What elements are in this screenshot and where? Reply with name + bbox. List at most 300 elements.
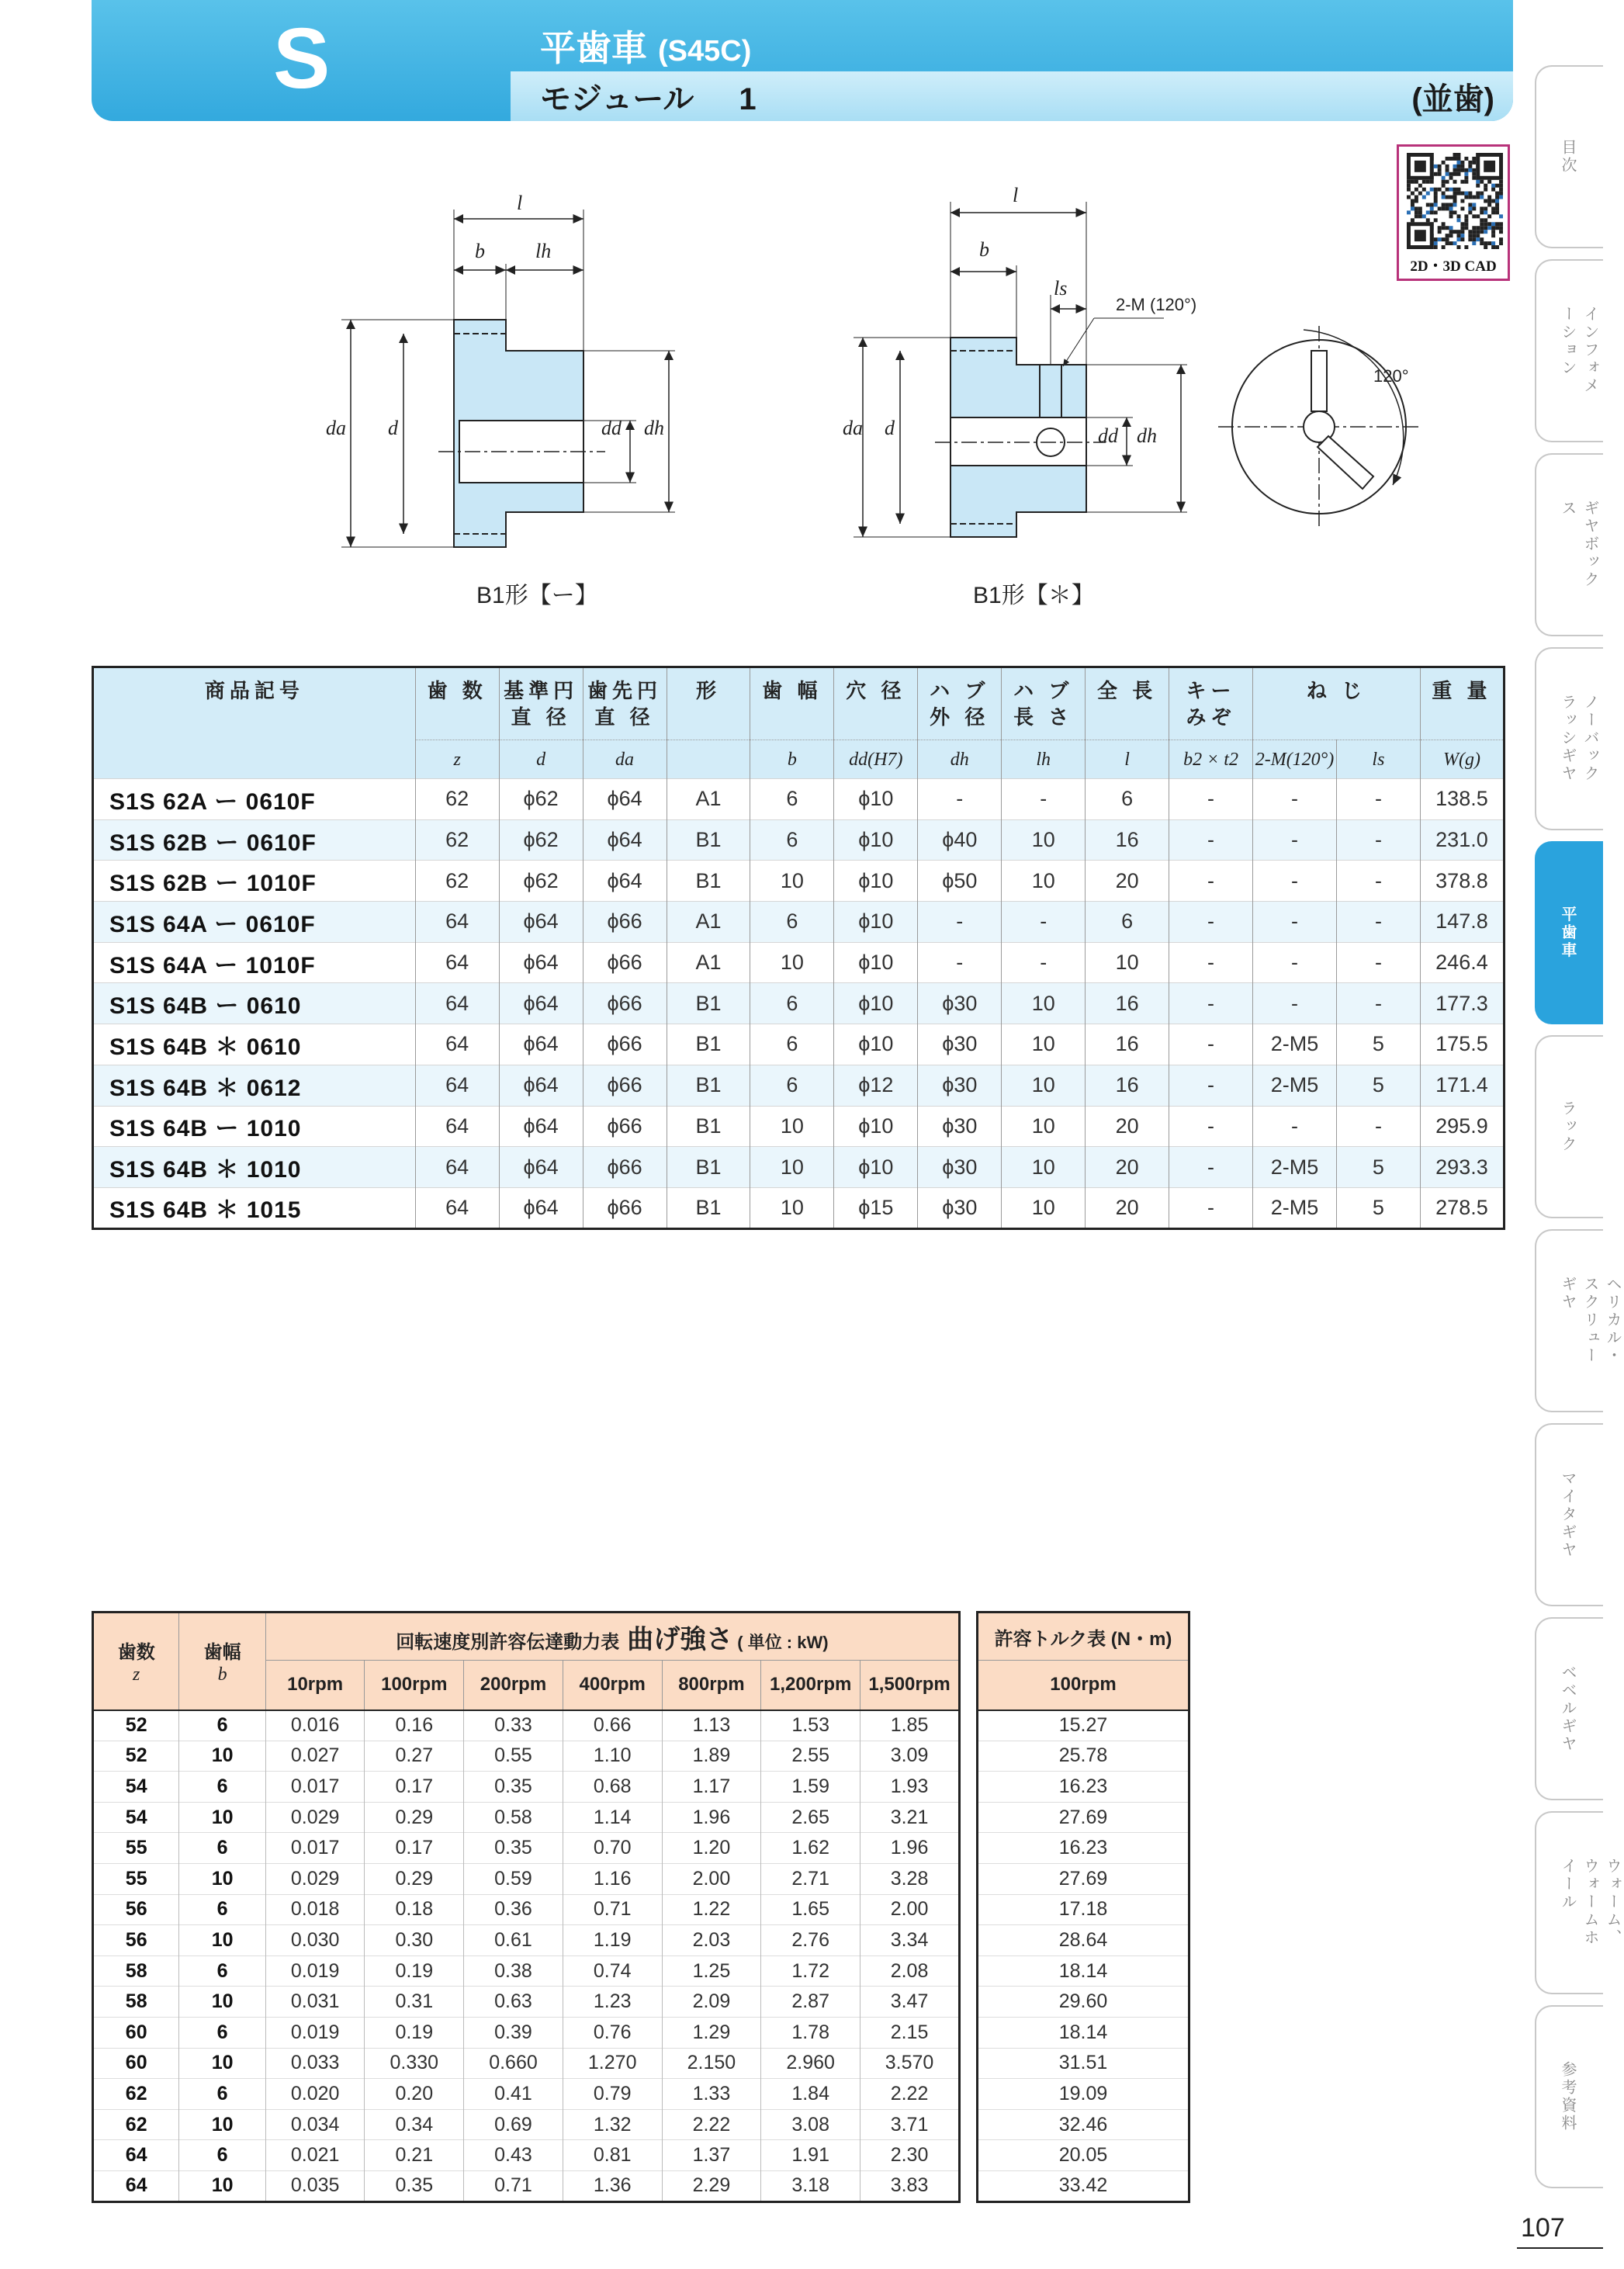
page-number-rule: [1517, 2247, 1603, 2249]
power-cell: 1.84: [761, 2079, 860, 2110]
speed-header: 400rpm: [563, 1661, 662, 1710]
spec-cell: B1: [667, 1024, 750, 1065]
side-tab[interactable]: [1535, 259, 1603, 442]
power-cell: 3.83: [860, 2170, 960, 2201]
side-tab[interactable]: [1535, 65, 1603, 248]
power-cell: 0.76: [563, 2017, 662, 2048]
spec-cell: 20: [1086, 1187, 1169, 1228]
spec-cell: -: [1169, 1187, 1253, 1228]
power-cell: 1.89: [662, 1741, 761, 1772]
spec-cell: -: [918, 779, 1002, 820]
product-code: S1S 64B ＊ 0610: [93, 1024, 416, 1065]
col-teeth: 歯 数: [415, 667, 499, 740]
torque-row: [978, 1772, 1189, 1803]
spec-cell: 64: [415, 1147, 499, 1188]
power-cell: 0.29: [365, 1802, 464, 1833]
power-col-teeth: 歯数 z: [93, 1613, 179, 1710]
power-row: [93, 1710, 960, 1741]
power-cell: 0.35: [464, 1833, 563, 1864]
spec-cell: ϕ62: [499, 861, 583, 902]
speed-header: 100rpm: [365, 1661, 464, 1710]
power-cell: 3.47: [860, 1987, 960, 2018]
torque-cell: 28.64: [978, 1925, 1189, 1956]
svg-text:l: l: [517, 192, 523, 214]
col-shape: 形: [667, 667, 750, 740]
power-cell: 2.00: [860, 1894, 960, 1925]
power-row: [93, 2079, 960, 2110]
power-cell: 0.71: [464, 2170, 563, 2201]
spec-row: [93, 983, 1505, 1024]
spec-cell: 177.3: [1420, 983, 1504, 1024]
torque-row: [978, 1925, 1189, 1956]
svg-text:d: d: [388, 417, 398, 439]
power-cell: 2.150: [662, 2048, 761, 2079]
power-cell: 2.55: [761, 1741, 860, 1772]
torque-cell: 31.51: [978, 2048, 1189, 2079]
side-tab[interactable]: [1535, 2005, 1603, 2188]
spec-cell: ϕ30: [918, 1147, 1002, 1188]
spec-cell: 16: [1086, 1024, 1169, 1065]
spec-cell: 10: [1002, 1024, 1086, 1065]
svg-text:d: d: [885, 417, 895, 439]
spec-cell: -: [1169, 1106, 1253, 1147]
spec-cell: B1: [667, 983, 750, 1024]
power-cell: 2.03: [662, 1925, 761, 1956]
spec-cell: -: [1253, 983, 1337, 1024]
power-key-cell: 10: [179, 2109, 265, 2140]
side-tab[interactable]: [1535, 841, 1603, 1024]
torque-cell: 15.27: [978, 1710, 1189, 1741]
spec-cell: B1: [667, 861, 750, 902]
torque-speed: 100rpm: [978, 1661, 1189, 1710]
spec-cell: 2-M5: [1253, 1147, 1337, 1188]
spec-cell: 16: [1086, 1065, 1169, 1106]
sub-hub-len: lh: [1002, 740, 1086, 779]
power-cell: 0.20: [365, 2079, 464, 2110]
power-cell: 1.85: [860, 1710, 960, 1741]
torque-cell: 33.42: [978, 2170, 1189, 2201]
spec-cell: 62: [415, 819, 499, 861]
spec-cell: 10: [1002, 861, 1086, 902]
power-key-cell: 6: [179, 2017, 265, 2048]
power-cell: 0.61: [464, 1925, 563, 1956]
power-cell: 0.21: [365, 2140, 464, 2171]
svg-text:b: b: [475, 240, 485, 262]
power-cell: 1.37: [662, 2140, 761, 2171]
power-key-cell: 60: [93, 2048, 179, 2079]
spec-cell: 295.9: [1420, 1106, 1504, 1147]
side-tab[interactable]: [1535, 1035, 1603, 1218]
spec-cell: ϕ64: [499, 1065, 583, 1106]
side-tab-label: インフォメーション: [1559, 306, 1598, 395]
power-cell: 1.96: [662, 1802, 761, 1833]
sub-od: da: [583, 740, 667, 779]
spec-cell: 62: [415, 779, 499, 820]
spec-cell: 6: [1086, 902, 1169, 943]
spec-cell: -: [1336, 861, 1420, 902]
spec-cell: -: [1336, 942, 1420, 983]
page-header: [92, 0, 1513, 121]
power-cell: 0.031: [265, 1987, 365, 2018]
side-tab[interactable]: [1535, 1811, 1621, 1994]
power-key-cell: 10: [179, 2170, 265, 2201]
power-key-cell: 10: [179, 1925, 265, 1956]
spec-cell: ϕ10: [834, 1106, 918, 1147]
spec-cell: A1: [667, 942, 750, 983]
spec-cell: -: [918, 942, 1002, 983]
spec-cell: ϕ10: [834, 1147, 918, 1188]
power-cell: 2.29: [662, 2170, 761, 2201]
power-cell: 2.71: [761, 1863, 860, 1894]
power-key-cell: 64: [93, 2170, 179, 2201]
side-tab-label: 平歯車: [1559, 906, 1576, 960]
power-cell: 0.033: [265, 2048, 365, 2079]
gear-end-view: [1218, 326, 1420, 528]
power-cell: 2.22: [860, 2079, 960, 2110]
spec-cell: B1: [667, 1065, 750, 1106]
side-tab[interactable]: [1535, 1617, 1603, 1800]
spec-cell: 147.8: [1420, 902, 1504, 943]
spec-cell: ϕ62: [499, 779, 583, 820]
spec-cell: 20: [1086, 861, 1169, 902]
side-tab[interactable]: [1535, 1229, 1621, 1412]
power-key-cell: 6: [179, 1894, 265, 1925]
spec-cell: 378.8: [1420, 861, 1504, 902]
spec-cell: 6: [750, 779, 834, 820]
spec-cell: 10: [1086, 942, 1169, 983]
spec-cell: -: [918, 902, 1002, 943]
spec-cell: 10: [1002, 1065, 1086, 1106]
spec-cell: ϕ64: [583, 861, 667, 902]
spec-cell: ϕ30: [918, 1187, 1002, 1228]
spec-cell: 6: [750, 1065, 834, 1106]
side-tab[interactable]: [1535, 453, 1603, 636]
spec-row: [93, 1187, 1505, 1228]
power-row: [93, 1772, 960, 1803]
power-table-body: [93, 1710, 960, 2202]
torque-row: [978, 1802, 1189, 1833]
power-cell: 1.78: [761, 2017, 860, 2048]
torque-row: [978, 2079, 1189, 2110]
spec-cell: 278.5: [1420, 1187, 1504, 1228]
svg-text:b: b: [979, 238, 989, 261]
spec-cell: ϕ64: [499, 902, 583, 943]
spec-cell: ϕ10: [834, 861, 918, 902]
spec-cell: 64: [415, 902, 499, 943]
b1-plain-drawing: [341, 210, 675, 547]
speed-header: 800rpm: [662, 1661, 761, 1710]
power-cell: 1.13: [662, 1710, 761, 1741]
power-cell: 1.20: [662, 1833, 761, 1864]
spec-row: [93, 861, 1505, 902]
power-cell: 2.76: [761, 1925, 860, 1956]
power-row: [93, 2140, 960, 2171]
power-cell: 1.62: [761, 1833, 860, 1864]
spec-cell: 16: [1086, 983, 1169, 1024]
speed-header: 1,500rpm: [860, 1661, 960, 1710]
spec-cell: 10: [1002, 1147, 1086, 1188]
spec-cell: 6: [1086, 779, 1169, 820]
power-row: [93, 1894, 960, 1925]
torque-row: [978, 1863, 1189, 1894]
power-key-cell: 55: [93, 1833, 179, 1864]
spec-cell: 10: [1002, 983, 1086, 1024]
product-code: S1S 62B ー 1010F: [93, 861, 416, 902]
spec-cell: ϕ15: [834, 1187, 918, 1228]
spec-cell: 6: [750, 902, 834, 943]
torque-row: [978, 1955, 1189, 1987]
spec-cell: -: [1336, 902, 1420, 943]
sub-teeth: z: [415, 740, 499, 779]
spec-cell: -: [1002, 942, 1086, 983]
spec-cell: 10: [1002, 819, 1086, 861]
power-cell: 3.71: [860, 2109, 960, 2140]
power-cell: 2.87: [761, 1987, 860, 2018]
power-cell: 0.19: [365, 2017, 464, 2048]
speed-header: 1,200rpm: [761, 1661, 860, 1710]
power-cell: 0.31: [365, 1987, 464, 2018]
power-cell: 3.09: [860, 1741, 960, 1772]
side-tab[interactable]: [1535, 1423, 1603, 1606]
power-cell: 3.28: [860, 1863, 960, 1894]
power-key-cell: 10: [179, 1741, 265, 1772]
spec-cell: 246.4: [1420, 942, 1504, 983]
power-cell: 1.32: [563, 2109, 662, 2140]
power-cell: 1.10: [563, 1741, 662, 1772]
power-cell: 0.030: [265, 1925, 365, 1956]
module-line: [540, 74, 757, 119]
torque-cell: 32.46: [978, 2109, 1189, 2140]
power-cell: 3.08: [761, 2109, 860, 2140]
power-cell: 0.71: [563, 1894, 662, 1925]
torque-title: 許容トルク表 (N・m): [978, 1613, 1189, 1661]
power-key-cell: 62: [93, 2109, 179, 2140]
power-row: [93, 1955, 960, 1987]
spec-cell: ϕ66: [583, 983, 667, 1024]
power-cell: 0.020: [265, 2079, 365, 2110]
power-cell: 0.69: [464, 2109, 563, 2140]
spec-cell: 64: [415, 1024, 499, 1065]
col-od: 歯先円 直 径: [583, 667, 667, 740]
torque-cell: 27.69: [978, 1863, 1189, 1894]
spec-cell: -: [1169, 861, 1253, 902]
power-cell: 1.270: [563, 2048, 662, 2079]
spec-cell: ϕ10: [834, 779, 918, 820]
torque-cell: 29.60: [978, 1987, 1189, 2018]
torque-table: [976, 1611, 1190, 2203]
power-cell: 0.55: [464, 1741, 563, 1772]
power-key-cell: 56: [93, 1925, 179, 1956]
spec-table: [92, 666, 1505, 1230]
spec-cell: 10: [750, 1106, 834, 1147]
sub-pcd: d: [499, 740, 583, 779]
spec-cell: ϕ30: [918, 1065, 1002, 1106]
spec-cell: 64: [415, 1065, 499, 1106]
torque-cell: 18.14: [978, 1955, 1189, 1987]
power-cell: 0.17: [365, 1833, 464, 1864]
spec-cell: 5: [1336, 1024, 1420, 1065]
spec-cell: -: [1169, 1147, 1253, 1188]
caption-b1-plain: B1形【ー】: [476, 583, 598, 608]
spec-cell: -: [1002, 779, 1086, 820]
power-cell: 1.65: [761, 1894, 860, 1925]
svg-text:dh: dh: [644, 417, 664, 439]
torque-row: [978, 2048, 1189, 2079]
torque-row: [978, 2109, 1189, 2140]
svg-text:2-M (120°): 2-M (120°): [1116, 295, 1197, 314]
power-cell: 0.18: [365, 1894, 464, 1925]
power-cell: 2.960: [761, 2048, 860, 2079]
power-title: 回転速度別許容伝達動力表 曲げ強さ ( 単位 : kW): [265, 1613, 959, 1661]
power-cell: 3.21: [860, 1802, 960, 1833]
svg-text:ls: ls: [1054, 277, 1068, 300]
svg-text:dd: dd: [601, 417, 622, 439]
spec-cell: ϕ30: [918, 1106, 1002, 1147]
spec-cell: -: [1336, 779, 1420, 820]
power-cell: 2.08: [860, 1955, 960, 1987]
side-tab-label: ギヤボックス: [1559, 500, 1598, 589]
spec-cell: B1: [667, 1187, 750, 1228]
power-cell: 0.660: [464, 2048, 563, 2079]
torque-row: [978, 1710, 1189, 1741]
power-row: [93, 2017, 960, 2048]
power-key-cell: 58: [93, 1987, 179, 2018]
col-hub-len: ハ ブ 長 さ: [1002, 667, 1086, 740]
spec-row: [93, 942, 1505, 983]
side-tab-label: 目次: [1559, 139, 1576, 175]
spec-cell: ϕ10: [834, 1024, 918, 1065]
power-row: [93, 1863, 960, 1894]
power-cell: 2.00: [662, 1863, 761, 1894]
power-key-cell: 54: [93, 1772, 179, 1803]
torque-cell: 18.14: [978, 2017, 1189, 2048]
spec-cell: -: [1169, 942, 1253, 983]
power-cell: 0.30: [365, 1925, 464, 1956]
spec-table-body: [93, 779, 1505, 1229]
spec-cell: ϕ30: [918, 1024, 1002, 1065]
power-key-cell: 6: [179, 1955, 265, 1987]
power-cell: 3.18: [761, 2170, 860, 2201]
spec-cell: 171.4: [1420, 1065, 1504, 1106]
torque-row: [978, 1987, 1189, 2018]
spec-row: [93, 1106, 1505, 1147]
torque-row: [978, 2017, 1189, 2048]
spec-cell: ϕ30: [918, 983, 1002, 1024]
sub-screw-m: 2-M(120°): [1253, 740, 1337, 779]
spec-cell: A1: [667, 779, 750, 820]
spec-cell: ϕ10: [834, 902, 918, 943]
power-cell: 0.68: [563, 1772, 662, 1803]
power-cell: 1.91: [761, 2140, 860, 2171]
product-code: S1S 62A ー 0610F: [93, 779, 416, 820]
torque-table-body: [978, 1710, 1189, 2202]
page-number: 107: [1521, 2213, 1565, 2243]
power-cell: 0.029: [265, 1863, 365, 1894]
spec-cell: ϕ62: [499, 819, 583, 861]
power-cell: 3.34: [860, 1925, 960, 1956]
spec-cell: -: [1253, 819, 1337, 861]
spec-cell: ϕ50: [918, 861, 1002, 902]
sub-weight: W(g): [1420, 740, 1504, 779]
power-row: [93, 2109, 960, 2140]
spec-cell: -: [1253, 1106, 1337, 1147]
side-tab-label: ノーバックラッシギヤ: [1559, 694, 1598, 783]
spec-cell: 293.3: [1420, 1147, 1504, 1188]
power-cell: 1.23: [563, 1987, 662, 2018]
spec-cell: -: [1253, 861, 1337, 902]
spec-cell: 6: [750, 1024, 834, 1065]
power-cell: 0.33: [464, 1710, 563, 1741]
spec-cell: 2-M5: [1253, 1065, 1337, 1106]
power-cell: 0.79: [563, 2079, 662, 2110]
power-key-cell: 6: [179, 1710, 265, 1741]
module-label: モジュール: [540, 82, 694, 116]
power-key-cell: 55: [93, 1863, 179, 1894]
power-cell: 0.017: [265, 1772, 365, 1803]
power-cell: 1.17: [662, 1772, 761, 1803]
side-tab-label: ヘリカル・スクリューギヤ: [1559, 1276, 1621, 1365]
sub-width: b: [750, 740, 834, 779]
title-text: 平歯車: [540, 28, 647, 68]
side-tab[interactable]: [1535, 647, 1603, 830]
sub-hub-od: dh: [918, 740, 1002, 779]
torque-row: [978, 2170, 1189, 2201]
power-col-width: 歯幅 b: [179, 1613, 265, 1710]
power-cell: 0.330: [365, 2048, 464, 2079]
power-cell: 0.19: [365, 1955, 464, 1987]
sub-bore: dd(H7): [834, 740, 918, 779]
spec-cell: -: [1169, 902, 1253, 943]
power-key-cell: 10: [179, 1987, 265, 2018]
power-row: [93, 2170, 960, 2201]
product-code: S1S 64B ＊ 0612: [93, 1065, 416, 1106]
power-key-cell: 6: [179, 2079, 265, 2110]
power-cell: 0.019: [265, 2017, 365, 2048]
power-cell: 0.38: [464, 1955, 563, 1987]
spec-cell: 5: [1336, 1187, 1420, 1228]
power-cell: 0.39: [464, 2017, 563, 2048]
spec-cell: 64: [415, 942, 499, 983]
spec-cell: -: [1169, 819, 1253, 861]
spec-cell: ϕ10: [834, 942, 918, 983]
sub-keyway: b2 × t2: [1169, 740, 1253, 779]
spec-cell: 16: [1086, 819, 1169, 861]
power-cell: 1.72: [761, 1955, 860, 1987]
power-row: [93, 1987, 960, 2018]
spec-cell: ϕ64: [499, 942, 583, 983]
power-cell: 0.027: [265, 1741, 365, 1772]
power-cell: 0.019: [265, 1955, 365, 1987]
spec-cell: 6: [750, 819, 834, 861]
spec-cell: ϕ66: [583, 1024, 667, 1065]
power-cell: 0.43: [464, 2140, 563, 2171]
torque-cell: 19.09: [978, 2079, 1189, 2110]
spec-row: [93, 902, 1505, 943]
spec-cell: 10: [750, 1187, 834, 1228]
product-title: [540, 20, 751, 71]
power-cell: 0.36: [464, 1894, 563, 1925]
spec-cell: 10: [750, 861, 834, 902]
power-key-cell: 62: [93, 2079, 179, 2110]
power-key-cell: 64: [93, 2140, 179, 2171]
power-cell: 0.74: [563, 1955, 662, 1987]
power-cell: 0.35: [464, 1772, 563, 1803]
section-letter: S: [273, 11, 331, 106]
module-value: 1: [739, 82, 757, 116]
power-cell: 1.25: [662, 1955, 761, 1987]
power-cell: 2.30: [860, 2140, 960, 2171]
spec-cell: 2-M5: [1253, 1187, 1337, 1228]
